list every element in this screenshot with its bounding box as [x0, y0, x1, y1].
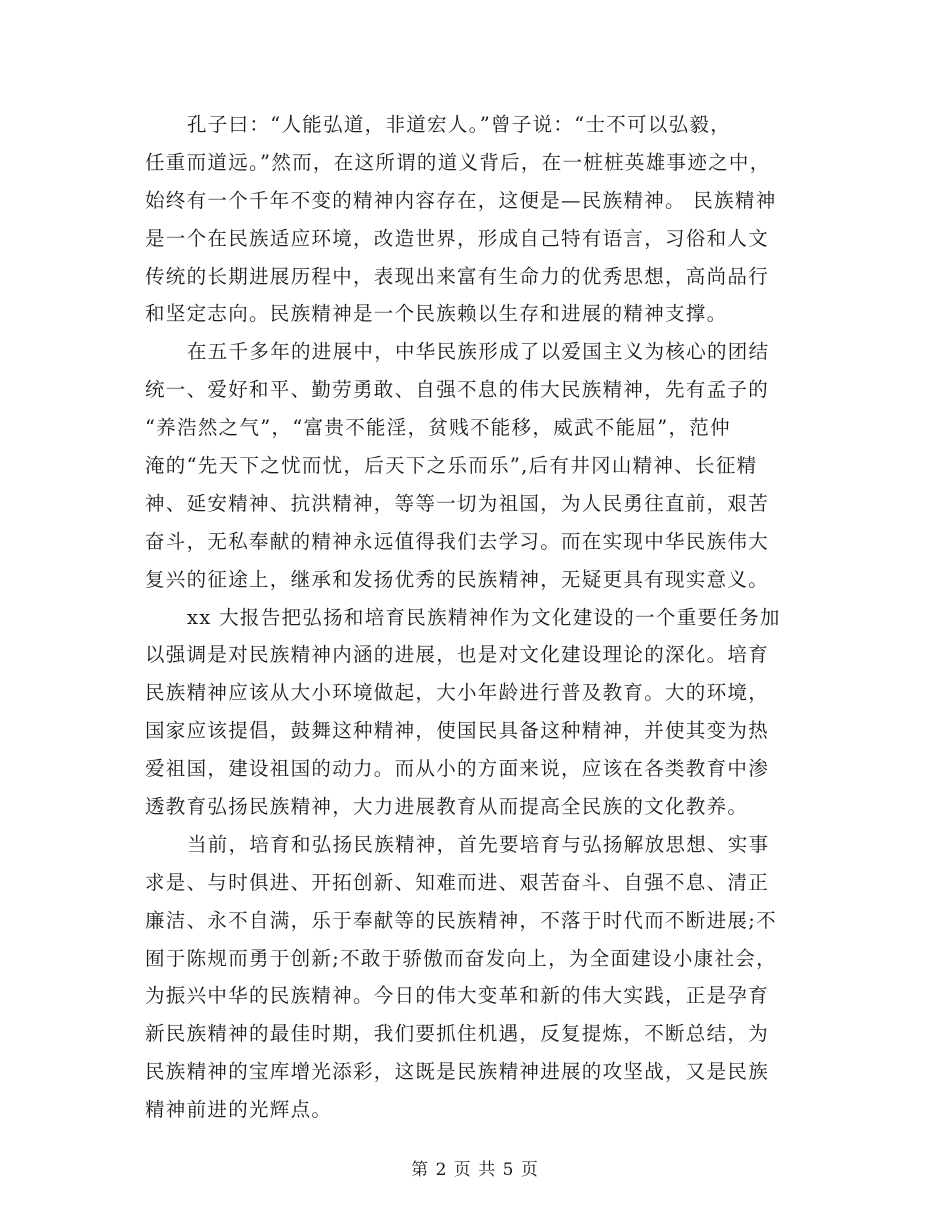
paragraph-1-line-4: 是一个在民族适应环境，改造世界，形成自己特有语言，习俗和人文	[145, 226, 770, 250]
paragraph-2-line-1: 在五千多年的进展中，中华民族形成了以爱国主义为核心的团结	[187, 340, 770, 364]
paragraph-2-line-6: 奋斗，无私奉献的精神永远值得我们去学习。而在实现中华民族伟大	[145, 529, 770, 553]
paragraph-2-line-4: 淹的“先天下之忧而忧，后天下之乐而乐”,后有井冈山精神、长征精	[145, 454, 758, 478]
paragraph-1-line-2: 任重而道远。”然而，在这所谓的道义背后，在一桩桩英雄事迹之中，	[145, 150, 771, 174]
paragraph-4-line-5: 为振兴中华的民族精神。今日的伟大变革和新的伟大实践，正是孕育	[145, 984, 770, 1008]
paragraph-1-line-5: 传统的长期进展历程中，表现出来富有生命力的优秀思想，高尚品行	[145, 264, 770, 288]
paragraph-2-line-2: 统一、爱好和平、勤劳勇敢、自强不息的伟大民族精神，先有孟子的	[145, 378, 770, 402]
paragraph-4-line-1: 当前，培育和弘扬民族精神，首先要培育与弘扬解放思想、实事	[187, 832, 770, 856]
paragraph-3-line-5: 爱祖国，建设祖国的动力。而从小的方面来说，应该在各类教育中渗	[145, 757, 770, 781]
paragraph-2-line-7: 复兴的征途上，继承和发扬优秀的民族精神，无疑更具有现实意义。	[145, 567, 770, 591]
paragraph-3-line-4: 国家应该提倡，鼓舞这种精神，使国民具备这种精神，并使其变为热	[145, 719, 770, 743]
paragraph-4-line-6: 新民族精神的最佳时期，我们要抓住机遇，反复提炼，不断总结，为	[145, 1022, 770, 1046]
paragraph-4-line-2: 求是、与时俱进、开拓创新、知难而进、艰苦奋斗、自强不息、清正	[145, 870, 770, 894]
paragraph-3-line-1: xx 大报告把弘扬和培育民族精神作为文化建设的一个重要任务加	[187, 605, 781, 629]
document-body	[145, 106, 807, 1129]
page-number-footer: 第 2 页 共 5 页	[411, 1160, 539, 1180]
paragraph-1-line-6: 和坚定志向。民族精神是一个民族赖以生存和进展的精神支撑。	[145, 302, 728, 326]
paragraph-2-line-5: 神、延安精神、抗洪精神，等等一切为祖国，为人民勇往直前，艰苦	[145, 491, 770, 515]
paragraph-3-line-3: 民族精神应该从大小环境做起，大小年龄进行普及教育。大的环境，	[145, 681, 770, 705]
paragraph-3-line-6: 透教育弘扬民族精神，大力进展教育从而提高全民族的文化教养。	[145, 795, 749, 819]
paragraph-2-line-3: “养浩然之气”，“富贵不能淫，贫贱不能移，威武不能屈”，范仲	[145, 416, 731, 440]
paragraph-4-line-7: 民族精神的宝库增光添彩，这既是民族精神进展的攻坚战，又是民族	[145, 1060, 770, 1084]
paragraph-3-line-2: 以强调是对民族精神内涵的进展，也是对文化建设理论的深化。培育	[145, 643, 770, 667]
paragraph-4-line-4: 囿于陈规而勇于创新;不敢于骄傲而奋发向上，为全面建设小康社会，	[145, 946, 777, 970]
paragraph-4-line-8: 精神前进的光辉点。	[145, 1098, 333, 1122]
paragraph-1-line-1: 孔子曰：“人能弘道，非道宏人。”曾子说：“士不可以弘毅，	[187, 113, 732, 136]
paragraph-1-line-3: 始终有一个千年不变的精神内容存在，这便是—民族精神。 民族精神	[145, 188, 777, 212]
paragraph-4-line-3: 廉洁、永不自满，乐于奉献等的民族精神，不落于时代而不断进展;不	[145, 908, 777, 932]
